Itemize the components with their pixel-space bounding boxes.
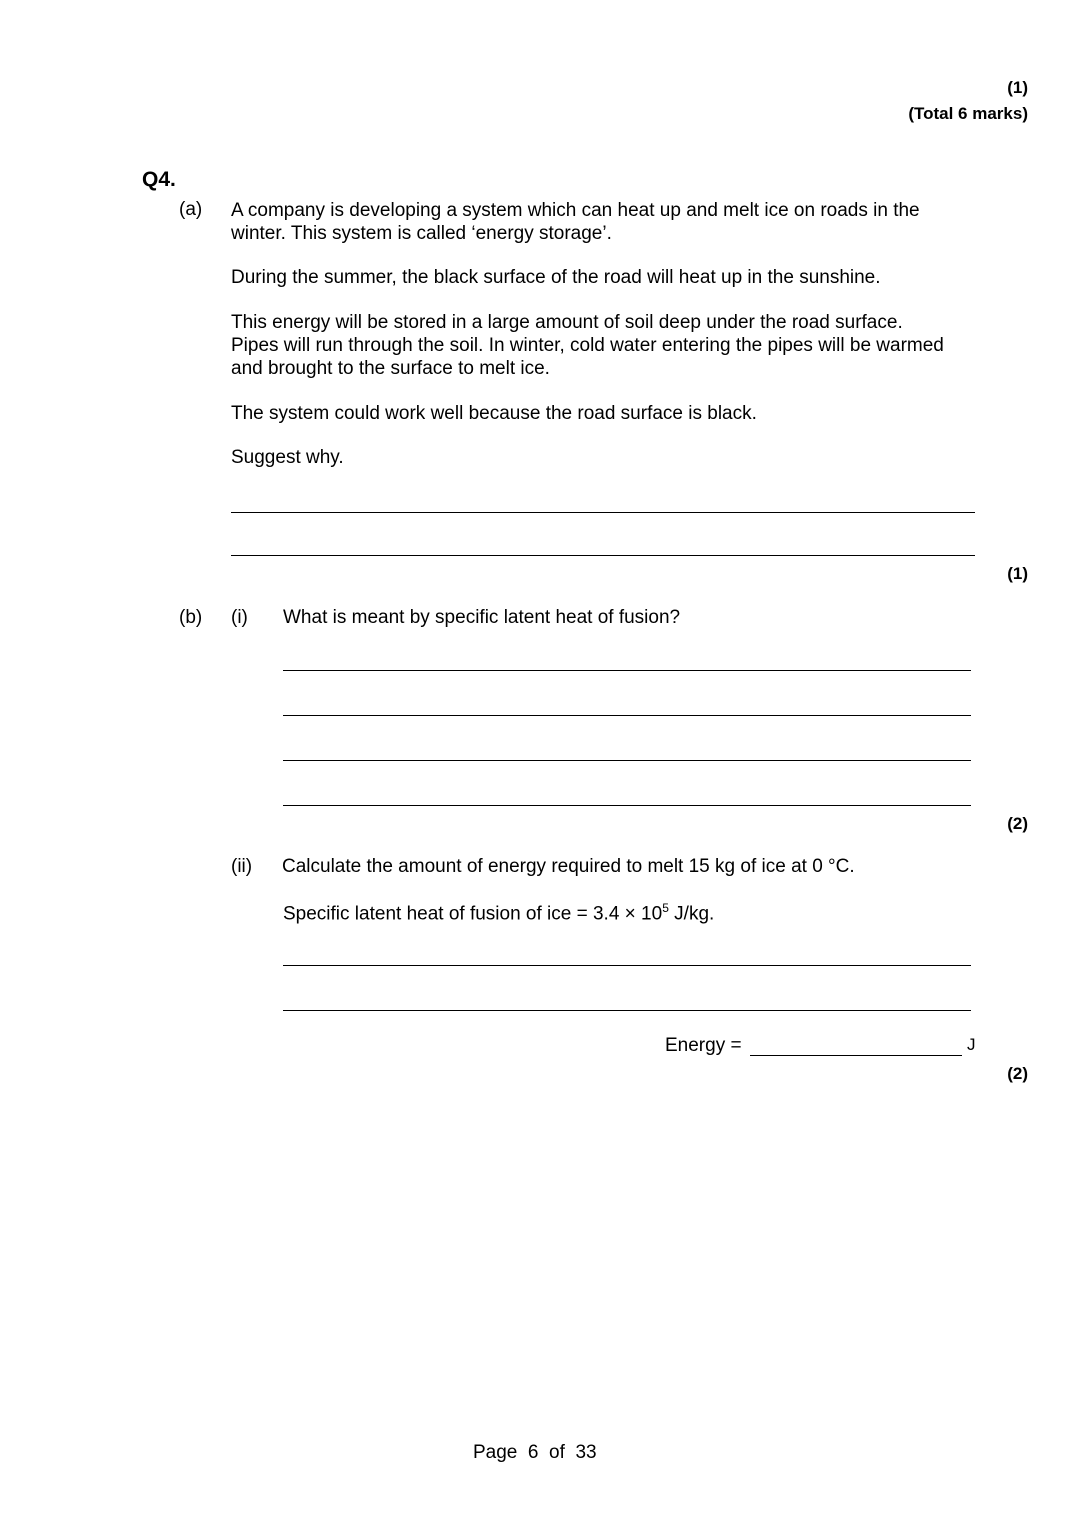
- answer-line-bi2[interactable]: [283, 715, 971, 716]
- part-a-label: (a): [179, 199, 203, 220]
- part-b-ii-label: (ii): [231, 856, 253, 877]
- part-a-marks: (1): [1007, 564, 1028, 583]
- part-b-i-marks: (2): [1007, 814, 1028, 833]
- part-b-label: (b): [179, 607, 203, 628]
- answer-line-a2[interactable]: [231, 555, 975, 556]
- part-a-paragraph-3: This energy will be stored in a large amount of soil deep under the road surface. Pipes will run through the soil. In winter, cold water entering the pipes will be warmed and brought to the surface to melt ice.: [231, 312, 944, 379]
- question-number: Q4.: [142, 168, 176, 191]
- energy-unit: J: [967, 1035, 976, 1054]
- answer-line-bii1[interactable]: [283, 965, 971, 966]
- given-prefix: Specific latent heat of fusion of ice = 3.4 × 10: [283, 903, 663, 925]
- page-number: Page 6 of 33: [473, 1442, 597, 1463]
- given-data: [283, 901, 714, 925]
- answer-line-bi3[interactable]: [283, 760, 971, 761]
- part-a-paragraph-2: During the summer, the black surface of the road will heat up in the sunshine.: [231, 267, 881, 288]
- part-a-intro: A company is developing a system which can heat up and melt ice on roads in the winter. This system is called ‘energy storage’.: [231, 200, 920, 244]
- part-b-i-label: (i): [231, 607, 248, 628]
- given-suffix: J/kg.: [668, 903, 715, 925]
- part-b-ii-question: Calculate the amount of energy required to melt 15 kg of ice at 0 °C.: [282, 856, 855, 877]
- answer-line-bi1[interactable]: [283, 670, 971, 671]
- given-exponent: 5: [662, 901, 669, 915]
- energy-label: Energy =: [665, 1035, 742, 1056]
- energy-answer-line[interactable]: [750, 1055, 962, 1056]
- part-b-i-question: What is meant by specific latent heat of fusion?: [283, 607, 681, 628]
- part-b-ii-marks: (2): [1007, 1064, 1028, 1083]
- part-a-prompt: Suggest why.: [231, 447, 344, 468]
- part-a-paragraph-4: The system could work well because the road surface is black.: [231, 403, 757, 424]
- previous-total-marks: (Total 6 marks): [908, 104, 1028, 123]
- answer-line-bii2[interactable]: [283, 1010, 971, 1011]
- answer-line-bi4[interactable]: [283, 805, 971, 806]
- previous-marks: (1): [1007, 78, 1028, 97]
- answer-line-a1[interactable]: [231, 512, 975, 513]
